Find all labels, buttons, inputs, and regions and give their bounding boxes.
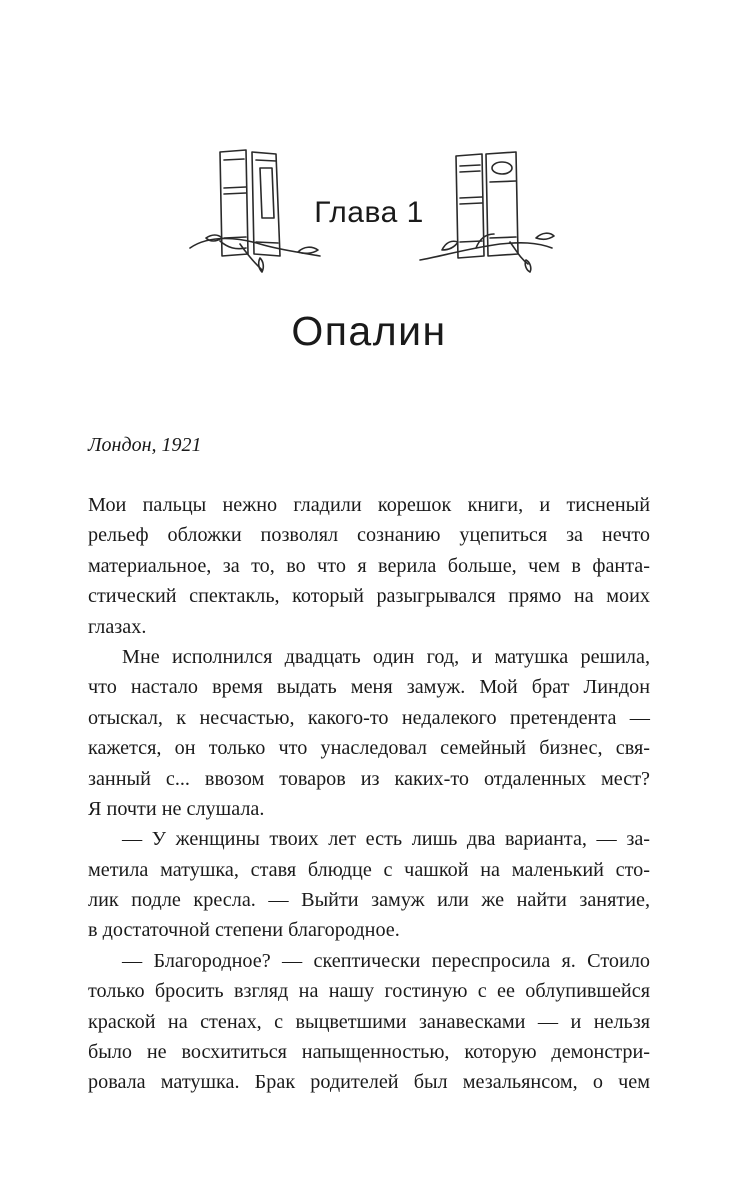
text-line: занный с... ввозом товаров из каких-то отдаленных мест? [88,767,650,790]
chapter-label: Глава 1 [314,196,424,229]
text-line: ровала матушка. Брак родителей был мезальянсом, о чем [88,1071,650,1094]
text-line: лик подле кресла. — Выйти замуж или же найти занятие, [88,889,650,912]
text-line: только бросить взгляд на нашу гостиную с ее облупившейся [88,980,650,1003]
text-line: отыскал, к несчастью, какого-то недалекого претендента — [88,706,650,729]
text-line: метила матушка, ставя блюдце с чашкой на маленький сто- [88,858,650,881]
text-line: — У женщины твоих лет есть лишь два варианта, — за- [122,828,650,851]
text-line: кажется, он только что унаследовал семейный бизнес, свя- [88,737,650,760]
text-line: Мне исполнился двадцать один год, и матушка решила, [122,645,650,668]
text-line: Мои пальцы нежно гладили корешок книги, и тисненый [88,494,650,516]
text-line: материальное, за то, во что я верила больше, чем в фанта- [88,554,650,577]
text-line: краской на стенах, с выцветшими занавесками — и нельзя [88,1010,650,1033]
place-date: Лондон, 1921 [88,434,202,456]
text-line: что настало время выдать меня замуж. Мой брат Линдон [88,676,650,699]
chapter-title: Опалин [291,308,447,354]
text-line: рельеф обложки позволял сознанию уцепиться за нечто [88,524,650,547]
text-line: в достаточной степени благородное. [88,919,400,942]
text-line: Я почти не слушала. [88,797,265,820]
text-line: стический спектакль, который разыгрывался прямо на моих [88,585,650,608]
text-line: — Благородное? — скептически переспросила я. Стоило [122,949,650,972]
text-line: было не восхититься напыщенностью, которую демонстри- [88,1041,650,1064]
text-line: глазах. [88,615,147,638]
body-text [88,490,650,1098]
